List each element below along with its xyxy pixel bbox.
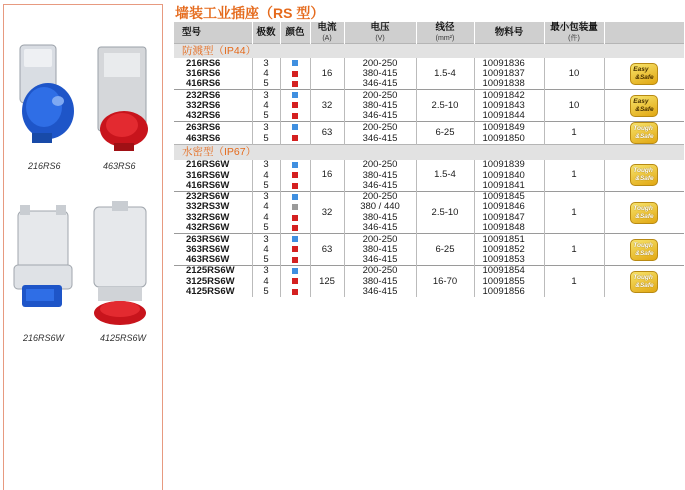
caption-product-3: 216RS6W [23,333,65,343]
cell-color [280,122,310,134]
header-voltage-unit: (V) [375,34,385,42]
cell-article: 10091852 [474,244,544,255]
cell-poles: 5 [252,223,280,234]
cell-poles: 4 [252,244,280,255]
color-swatch [292,289,298,295]
cell-badge [604,191,684,233]
header-model: 型号 [174,22,252,43]
table-row [174,122,684,134]
cell-color [280,234,310,245]
cell-color [280,191,310,202]
header-cable [416,22,474,43]
cell-article: 10091840 [474,170,544,181]
badge-line-2: &Safe [635,249,654,257]
cell-model: 316RS6 [186,68,221,80]
cell-color [280,90,310,101]
cell-poles: 3 [252,58,280,69]
cell-model: 216RS6 [186,57,221,69]
cell-article: 10091849 [474,122,544,134]
cell-model: 416RS6W [186,180,230,192]
color-swatch [292,257,298,263]
cell-model: 216RS6W [186,159,230,171]
color-swatch [292,215,298,221]
cell-current: 16 [310,58,344,90]
cell-voltage: 346-415 [344,181,416,192]
cell-article: 10091850 [474,133,544,145]
cell-poles: 5 [252,111,280,122]
cell-poles: 3 [252,160,280,171]
color-swatch [292,81,298,87]
cell-model: 263RS6 [174,122,252,134]
header-current-unit: (A) [322,34,332,42]
cell-article: 10091842 [474,90,544,101]
section-title: 水密型（IP67） [174,145,684,160]
header-pack-label: 最小包装量 [550,22,598,33]
cell-current: 16 [310,160,344,192]
cell-pack: 1 [544,191,604,233]
cell-current: 125 [310,266,344,298]
cell-voltage: 380-415 [344,100,416,111]
cell-voltage: 346-415 [344,223,416,234]
cell-poles: 3 [252,234,280,245]
cell-article: 10091846 [474,202,544,213]
color-swatch [292,268,298,274]
cell-article: 10091844 [474,111,544,122]
header-current-label: 电流 [317,22,337,33]
badge-line-1: Tough [633,125,653,133]
color-swatch [292,102,298,108]
cell-poles: 4 [252,213,280,224]
cell-color [280,276,310,287]
cell-model: 232RS6 [174,90,252,101]
color-swatch [292,60,298,66]
cell-article: 10091856 [474,287,544,298]
color-swatch [292,113,298,119]
table-row [174,234,684,245]
cell-poles: 3 [252,266,280,277]
cell-poles: 3 [252,90,280,101]
cell-cable: 6-25 [416,122,474,145]
color-swatch [292,183,298,189]
spec-table-container [174,22,684,297]
cell-pack: 1 [544,122,604,145]
color-swatch [292,225,298,231]
cell-badge [604,58,684,90]
header-cable-unit: (mm²) [435,34,455,42]
cell-model: 432RS6W [186,222,230,234]
cell-article: 10091838 [474,79,544,90]
table-row [174,191,684,202]
cell-poles: 5 [252,133,280,145]
socket-463rs6-image [88,43,158,155]
cell-article: 10091854 [474,266,544,277]
cell-voltage: 380-415 [344,69,416,80]
cell-color [280,160,310,171]
cell-color [280,170,310,181]
cell-model: 316RS6W [186,169,230,181]
cell-voltage: 346-415 [344,133,416,145]
color-swatch [292,194,298,200]
section-title: 防溅型（IP44） [174,43,684,58]
cell-cable: 2.5-10 [416,191,474,233]
cell-badge [604,90,684,122]
cell-model: 363RS6W [186,243,230,255]
tough-safe-badge-icon [630,164,658,186]
header-pack-unit: (件) [568,34,580,42]
cell-article: 10091839 [474,160,544,171]
cell-current: 32 [310,90,344,122]
cell-article: 10091845 [474,191,544,202]
cell-voltage: 200-250 [344,191,416,202]
cell-article: 10091847 [474,213,544,224]
page-title: 墙装工业插座（RS 型） [175,5,325,21]
cell-pack: 10 [544,90,604,122]
section-row [174,145,684,160]
cell-cable: 6-25 [416,234,474,266]
tough-safe-badge-icon [630,239,658,261]
cell-pack: 1 [544,160,604,192]
cell-color [280,287,310,298]
badge-line-1: Easy [633,97,649,105]
cell-voltage: 346-415 [344,287,416,298]
cell-cable: 1.5-4 [416,160,474,192]
cell-voltage: 200-250 [344,122,416,134]
cell-poles: 5 [252,287,280,298]
cell-color [280,266,310,277]
cell-voltage: 346-415 [344,111,416,122]
color-swatch [292,92,298,98]
cell-voltage: 380-415 [344,244,416,255]
cell-voltage: 200-250 [344,234,416,245]
cell-model: 332RS6W [186,212,230,224]
cell-color [280,69,310,80]
tough-safe-badge-icon [630,122,658,144]
color-swatch [292,71,298,77]
cell-color [280,202,310,213]
cell-model: 3125RS6W [186,275,235,287]
cell-voltage: 200-250 [344,90,416,101]
cell-model: 416RS6 [186,78,221,90]
header-voltage [344,22,416,43]
cell-pack: 1 [544,234,604,266]
color-swatch [292,135,298,141]
table-row [174,90,684,101]
cell-color [280,181,310,192]
color-swatch [292,124,298,130]
badge-line-2: &Safe [635,105,654,113]
cell-model: 232RS6W [174,191,252,202]
easy-safe-badge-icon [630,63,658,85]
caption-product-4: 4125RS6W [100,333,147,343]
header-article: 物料号 [474,22,544,43]
table-row [174,58,684,69]
header-pack [544,22,604,43]
color-swatch [292,246,298,252]
cell-voltage: 346-415 [344,255,416,266]
cell-poles: 4 [252,100,280,111]
cell-current: 63 [310,234,344,266]
cell-badge [604,160,684,192]
header-color: 颜色 [280,22,310,43]
badge-line-2: &Safe [635,73,654,81]
cell-poles: 5 [252,255,280,266]
color-swatch [292,172,298,178]
cell-voltage: 200-250 [344,58,416,69]
header-badge [604,22,684,43]
cell-color [280,133,310,145]
badge-line-1: Tough [633,167,653,175]
header-cable-label: 线径 [435,22,455,33]
cell-poles: 3 [252,122,280,134]
cell-article: 10091843 [474,100,544,111]
color-swatch [292,236,298,242]
cell-model: 463RS6W [186,254,230,266]
cell-badge [604,234,684,266]
cell-poles: 3 [252,191,280,202]
cell-poles: 4 [252,170,280,181]
badge-line-2: &Safe [635,212,654,220]
badge-line-1: Tough [633,273,653,281]
cell-voltage: 380 / 440 [344,202,416,213]
cell-color [280,223,310,234]
cell-article: 10091837 [474,69,544,80]
cell-article: 10091853 [474,255,544,266]
cell-model: 263RS6W [174,234,252,245]
cell-color [280,255,310,266]
cell-voltage: 380-415 [344,170,416,181]
cell-model: 463RS6 [186,132,221,144]
cell-poles: 4 [252,69,280,80]
cell-model: 332RS3W [186,201,230,213]
cell-poles: 4 [252,276,280,287]
cell-color [280,79,310,90]
cell-poles: 4 [252,202,280,213]
section-row [174,43,684,58]
table-header [174,22,684,43]
badge-line-1: Tough [633,204,653,212]
cell-article: 10091851 [474,234,544,245]
cell-pack: 1 [544,266,604,298]
cell-poles: 5 [252,79,280,90]
cell-current: 63 [310,122,344,145]
cell-model: 332RS6 [186,99,221,111]
spec-table [174,22,685,297]
color-swatch [292,162,298,168]
cell-color [280,244,310,255]
header-poles: 极数 [252,22,280,43]
cell-current: 32 [310,191,344,233]
cell-model: 432RS6 [186,110,221,122]
socket-216rs6-image [14,41,84,153]
cell-voltage: 200-250 [344,266,416,277]
easy-safe-badge-icon [630,95,658,117]
badge-line-1: Tough [633,241,653,249]
cell-cable: 2.5-10 [416,90,474,122]
cell-article: 10091836 [474,58,544,69]
socket-4125rs6w-image [88,201,158,331]
socket-216rs6w-image [10,201,80,321]
badge-line-2: &Safe [635,281,654,289]
cell-color [280,213,310,224]
cell-article: 10091841 [474,181,544,192]
cell-model: 2125RS6W [174,266,252,277]
cell-badge [604,266,684,298]
badge-line-2: &Safe [635,175,654,183]
color-swatch [292,204,298,210]
color-swatch [292,278,298,284]
table-row [174,266,684,277]
cell-cable: 16-70 [416,266,474,298]
cell-color [280,58,310,69]
cell-poles: 5 [252,181,280,192]
badge-line-2: &Safe [635,133,654,141]
cell-voltage: 380-415 [344,276,416,287]
header-voltage-label: 电压 [370,22,390,33]
caption-product-1: 216RS6 [28,161,61,171]
tough-safe-badge-icon [630,202,658,224]
cell-cable: 1.5-4 [416,58,474,90]
cell-voltage: 346-415 [344,79,416,90]
cell-voltage: 200-250 [344,160,416,171]
cell-model: 4125RS6W [186,286,235,298]
product-image-panel [3,4,163,490]
cell-pack: 10 [544,58,604,90]
cell-article: 10091855 [474,276,544,287]
tough-safe-badge-icon [630,271,658,293]
cell-color [280,100,310,111]
cell-voltage: 380-415 [344,213,416,224]
header-current [310,22,344,43]
cell-article: 10091848 [474,223,544,234]
table-row [174,160,684,171]
badge-line-1: Easy [633,65,649,73]
table-body [174,43,684,297]
caption-product-2: 463RS6 [103,161,136,171]
cell-color [280,111,310,122]
cell-badge [604,122,684,145]
